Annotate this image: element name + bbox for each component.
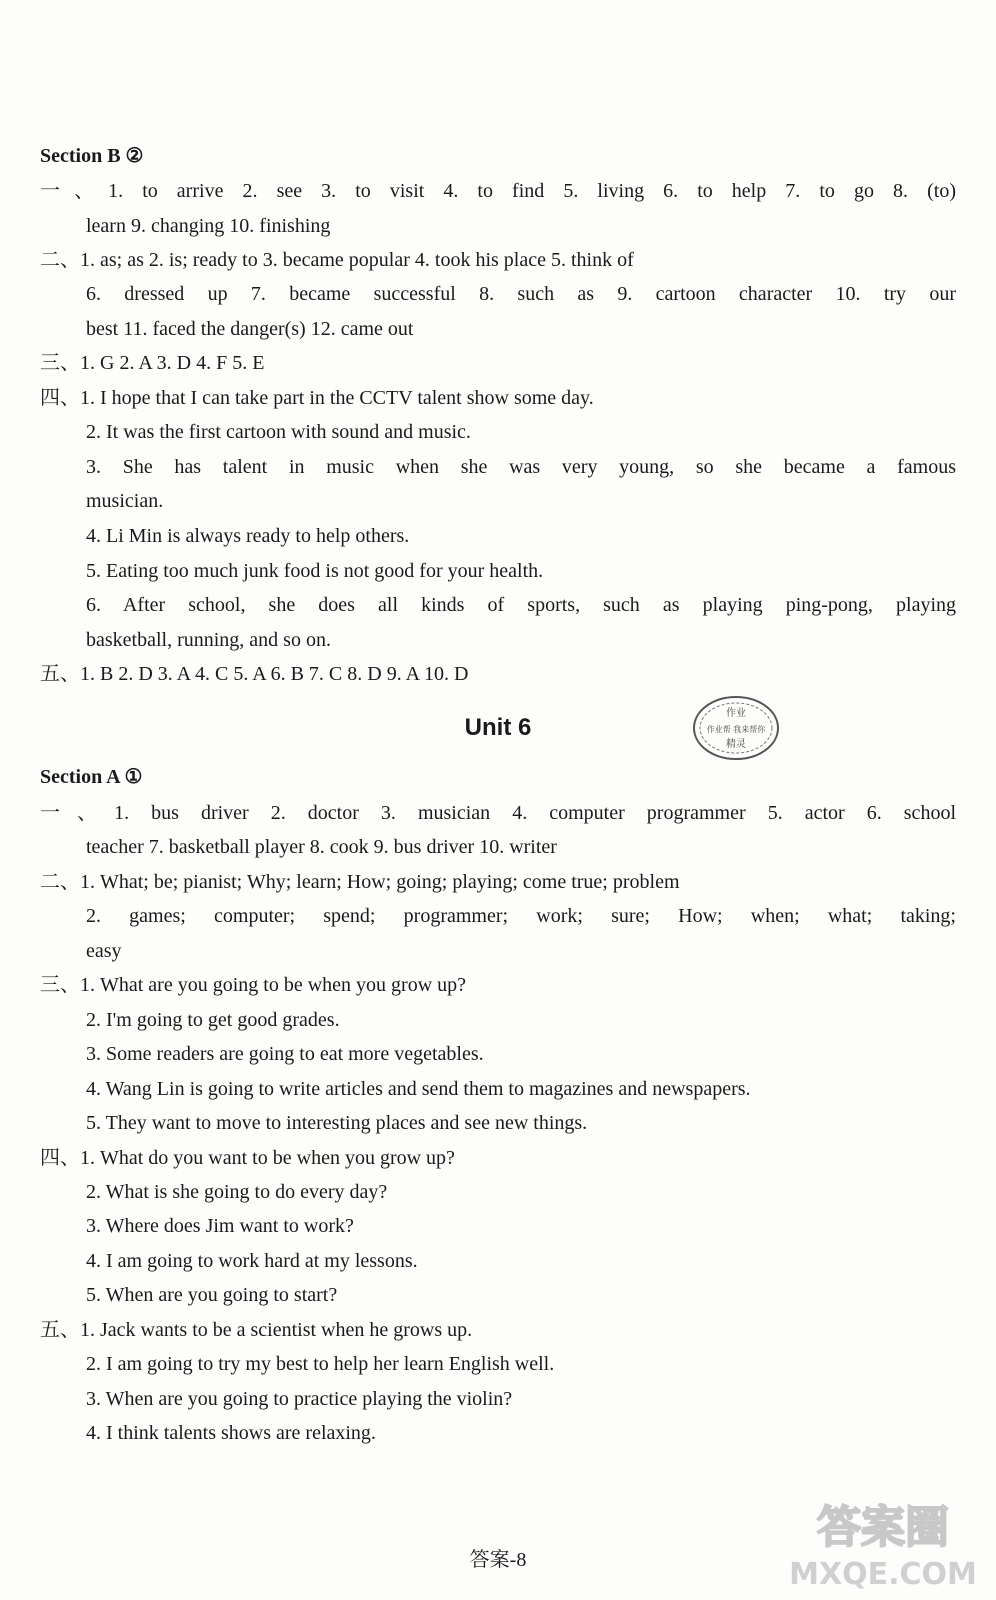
- section-a-line: 5. When are you going to start?: [86, 1284, 338, 1306]
- section-a-line: 四、1. What do you want to be when you grow up?: [40, 1147, 455, 1169]
- section-a-line: 五、1. Jack wants to be a scientist when he grows up.: [40, 1319, 473, 1341]
- watermark-top-text: 答案圈: [817, 1502, 949, 1553]
- section-b-line: learn 9. changing 10. finishing: [86, 215, 331, 237]
- section-a-line: 2. I am going to try my best to help her learn English well.: [86, 1353, 555, 1375]
- section-a-line: 4. I am going to work hard at my lessons.: [86, 1250, 418, 1272]
- section-b-line: 四、1. I hope that I can take part in the CCTV talent show some day.: [40, 387, 594, 409]
- section-b-line: musician.: [86, 490, 164, 512]
- section-b-line: 三、1. G 2. A 3. D 4. F 5. E: [40, 352, 265, 374]
- section-b-line: 3. She has talent in music when she was very young, so she became a famous: [86, 456, 956, 478]
- section-b-line: 一、1. to arrive 2. see 3. to visit 4. to find 5. living 6. to help 7. to go 8. (to): [40, 180, 956, 202]
- section-b-line: 6. dressed up 7. became successful 8. such as 9. cartoon character 10. try our: [86, 283, 956, 305]
- section-a-line: easy: [86, 940, 122, 962]
- page-number: 答案-8: [469, 1549, 527, 1571]
- section-b-line: 二、1. as; as 2. is; ready to 3. became popular 4. took his place 5. think of: [40, 249, 634, 271]
- section-a-line: 三、1. What are you going to be when you grow up?: [40, 974, 467, 996]
- section-a-line: 一、1. bus driver 2. doctor 3. musician 4. computer programmer 5. actor 6. school: [40, 802, 956, 824]
- unit-title: Unit 6: [464, 714, 532, 741]
- stamp-top-text: 作业: [726, 708, 746, 719]
- section-a-line: 二、1. What; be; pianist; Why; learn; How; going; playing; come true; problem: [40, 871, 680, 893]
- section-b-line: best 11. faced the danger(s) 12. came out: [86, 318, 414, 340]
- watermark-logo-icon: [788, 1484, 978, 1594]
- stamp-seal-icon: [690, 692, 782, 764]
- section-a-line: 4. Wang Lin is going to write articles and send them to magazines and newspapers.: [86, 1078, 751, 1100]
- section-a-line: 3. When are you going to practice playing the violin?: [86, 1388, 513, 1410]
- section-a-line: 2. What is she going to do every day?: [86, 1181, 388, 1203]
- section-a-line: teacher 7. basketball player 8. cook 9. bus driver 10. writer: [86, 836, 557, 858]
- section-a-line: 2. games; computer; spend; programmer; work; sure; How; when; what; taking;: [86, 905, 956, 927]
- section-b-line: 2. It was the first cartoon with sound and music.: [86, 421, 471, 443]
- section-a-line: 4. I think talents shows are relaxing.: [86, 1422, 376, 1444]
- section-a-line: 2. I'm going to get good grades.: [86, 1009, 340, 1031]
- section-a-line: 3. Some readers are going to eat more vegetables.: [86, 1043, 484, 1065]
- section-a-heading: Section A ①: [40, 766, 143, 788]
- section-b-heading: Section B ②: [40, 145, 144, 167]
- section-a-line: 5. They want to move to interesting places and see new things.: [86, 1112, 588, 1134]
- section-b-line: 五、1. B 2. D 3. A 4. C 5. A 6. B 7. C 8. D 9. A 10. D: [40, 663, 469, 685]
- section-b-line: 6. After school, she does all kinds of sports, such as playing ping-pong, playing: [86, 594, 956, 616]
- stamp-bottom-text: 精灵: [726, 739, 746, 750]
- stamp-middle-text: 作业帮 我来帮你: [706, 725, 766, 734]
- section-b-line: basketball, running, and so on.: [86, 629, 331, 651]
- watermark-bottom-text: MXQE.COM: [789, 1557, 977, 1592]
- section-a-line: 3. Where does Jim want to work?: [86, 1215, 354, 1237]
- section-b-line: 4. Li Min is always ready to help others.: [86, 525, 410, 547]
- section-b-line: 5. Eating too much junk food is not good for your health.: [86, 560, 544, 582]
